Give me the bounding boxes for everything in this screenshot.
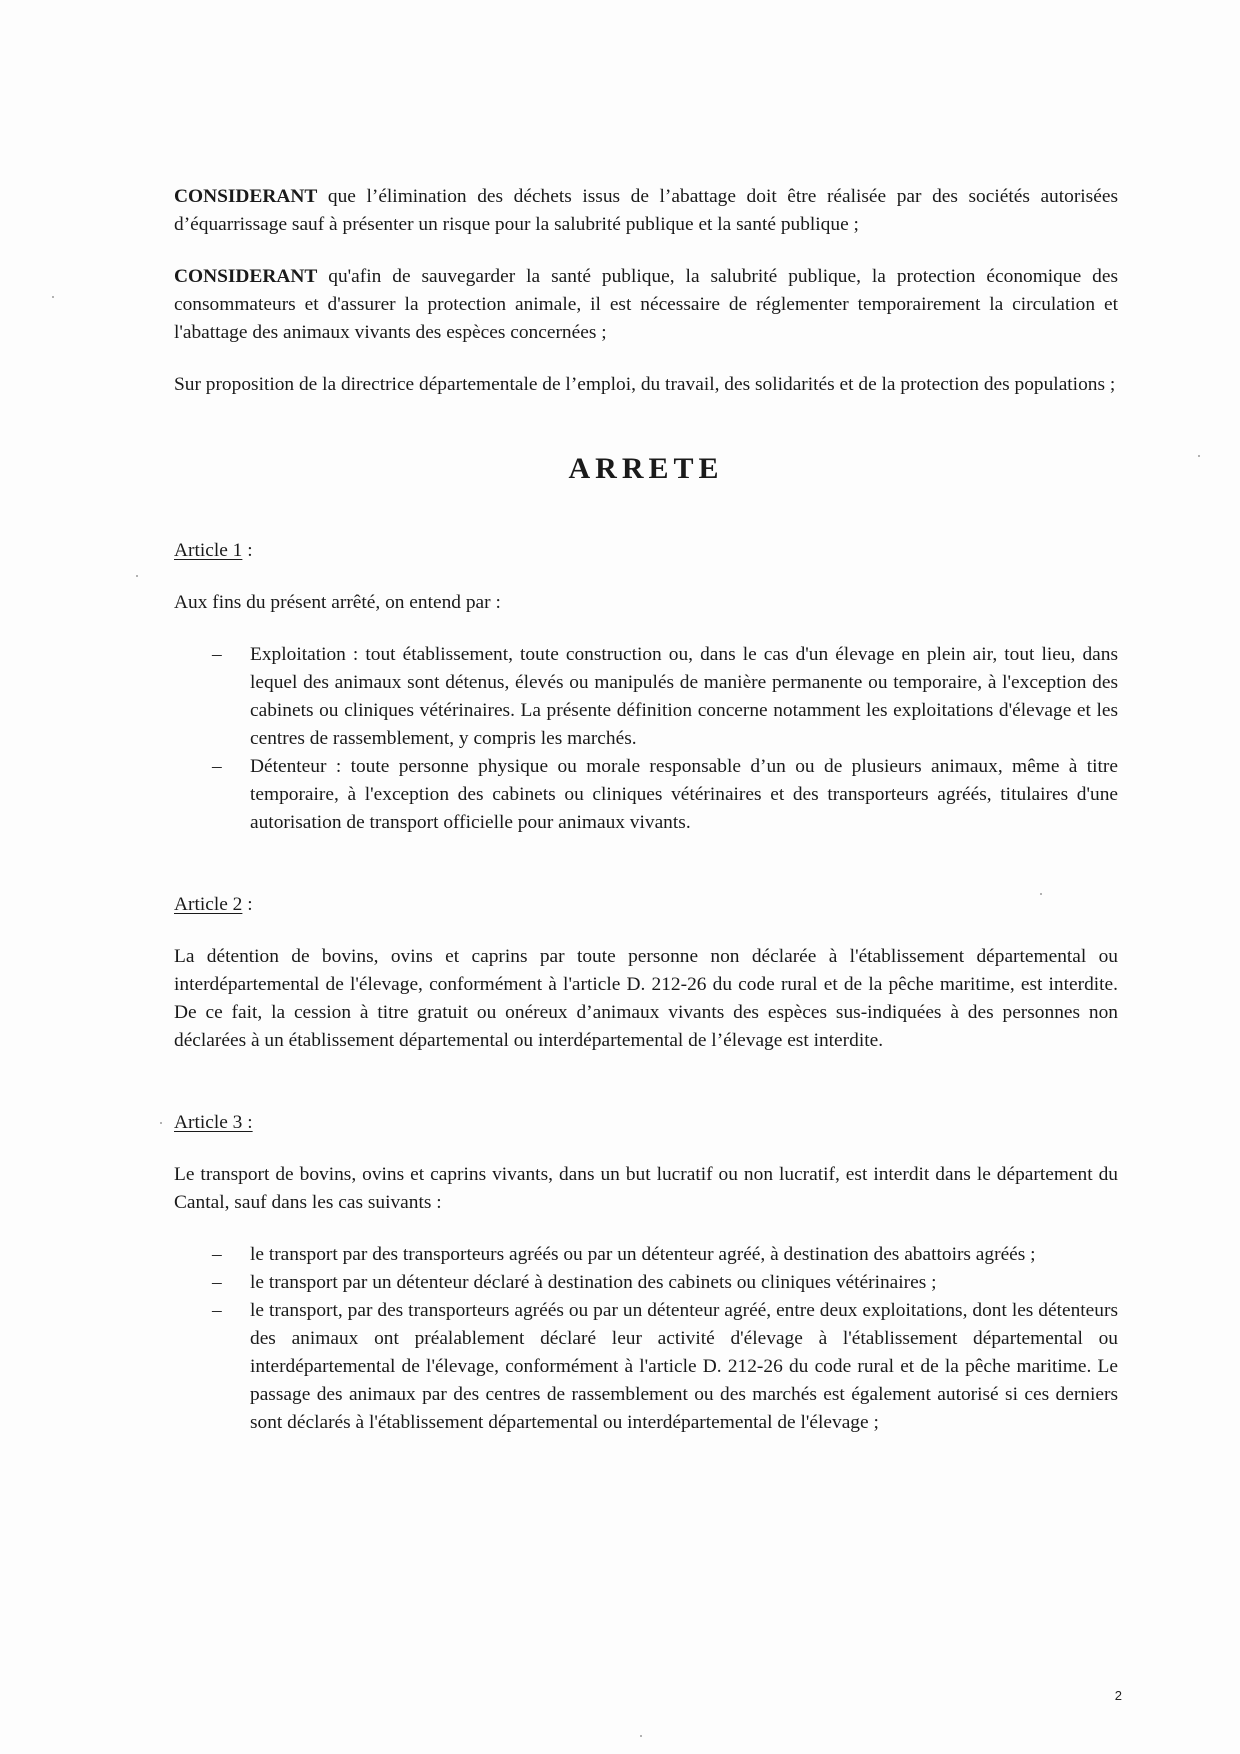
article-1-heading: [174, 537, 1118, 565]
article-3-heading: [174, 1109, 1118, 1137]
dash-bullet: –: [212, 1272, 222, 1293]
page-number: 2: [1114, 1688, 1122, 1703]
exception-abattoirs: le transport par des transporteurs agréés ou par un détenteur agréé, à destination des abattoirs agréés ;: [250, 1244, 1036, 1265]
article-2-heading: [174, 891, 1118, 919]
definition-exploitation: Exploitation : tout établissement, toute construction ou, dans le cas d'un élevage en plein air, tout lieu, dans lequel des animaux sont détenus, élevés ou manipulés de manière permanente ou temporaire, à l'exception des cabinets ou cliniques vétérinaires. La présente définition concerne notamment les exploitations d'élevage et les centres de rassemblement, y compris les marchés.: [250, 644, 1118, 749]
list-item: [212, 641, 1118, 753]
article-2-label: Article 2: [174, 894, 243, 915]
definition-detenteur: Détenteur : toute personne physique ou morale responsable d’un ou de plusieurs animaux, même à titre temporaire, à l'exception des cabinets ou cliniques vétérinaires et des transporteurs agréés, titulaires d'une autorisation de transport officielle pour animaux vivants.: [250, 756, 1118, 833]
article-3-exceptions: [174, 1241, 1118, 1437]
list-item: [212, 1297, 1118, 1437]
considerant-text: qu'afin de sauvegarder la santé publique, la salubrité publique, la protection économique des consommateurs et d'assurer la protection animale, il est nécessaire de réglementer temporairement la circulation et l'abattage des animaux vivants des espèces concernées ;: [174, 266, 1118, 343]
exception-exploitations: le transport, par des transporteurs agréés ou par un détenteur agréé, entre deux exploitations, dont les détenteurs des animaux ont préalablement déclaré leur activité d'élevage à l'établissement départemental ou interdépartemental de l'élevage, conformément à l'article D. 212-26 du code rural et de la pêche maritime. Le passage des animaux par des centres de rassemblement ou des marchés est également autorisé si ces derniers sont déclarés à l'établissement départemental ou interdépartemental de l'élevage ;: [250, 1300, 1118, 1433]
proposition-paragraph: Sur proposition de la directrice départementale de l’emploi, du travail, des solidarités et de la protection des populations ;: [174, 374, 1116, 395]
dash-bullet: –: [212, 1300, 222, 1321]
article-1-label: Article 1: [174, 540, 243, 561]
considerant-text: que l’élimination des déchets issus de l’abattage doit être réalisée par des sociétés autorisées d’équarrissage sauf à présenter un risque pour la salubrité publique et la santé publique ;: [174, 186, 1118, 235]
article-2-colon: :: [242, 894, 253, 915]
considerant-1: [174, 183, 1118, 239]
article-2-text: La détention de bovins, ovins et caprins par toute personne non déclarée à l'établissement départemental ou interdépartemental de l'élevage, conformément à l'article D. 212-26 du code rural et de la pêche maritime, est interdite. De ce fait, la cession à titre gratuit ou onéreux d’animaux vivants des espèces sus-indiquées à des personnes non déclarées à un établissement départemental ou interdépartemental de l’élevage est interdite.: [174, 946, 1118, 1051]
article-1-intro: Aux fins du présent arrêté, on entend par :: [174, 592, 501, 613]
considerant-keyword: CONSIDERANT: [174, 266, 318, 287]
article-3-intro: Le transport de bovins, ovins et caprins vivants, dans un but lucratif ou non lucratif, est interdit dans le département du Cantal, sauf dans les cas suivants :: [174, 1164, 1118, 1213]
list-item: [212, 1241, 1118, 1269]
scan-speck: [52, 296, 54, 298]
dash-bullet: –: [212, 644, 222, 665]
article-1-definitions: [174, 641, 1118, 837]
considerant-2: [174, 263, 1118, 347]
dash-bullet: –: [212, 756, 222, 777]
list-item: [212, 1269, 1118, 1297]
article-1-colon: :: [242, 540, 253, 561]
dash-bullet: –: [212, 1244, 222, 1265]
scan-speck: [136, 575, 138, 577]
exception-veterinaires: le transport par un détenteur déclaré à destination des cabinets ou cliniques vétérinaires ;: [250, 1272, 937, 1293]
considerant-keyword: CONSIDERANT: [174, 186, 318, 207]
scan-speck: [1198, 455, 1200, 457]
arrete-title: ARRETE: [568, 452, 724, 485]
document-body: [174, 183, 1118, 1437]
article-3-label: Article 3 :: [174, 1112, 253, 1133]
scan-speck: [640, 1735, 642, 1737]
list-item: [212, 753, 1118, 837]
scan-speck: [160, 1122, 162, 1124]
